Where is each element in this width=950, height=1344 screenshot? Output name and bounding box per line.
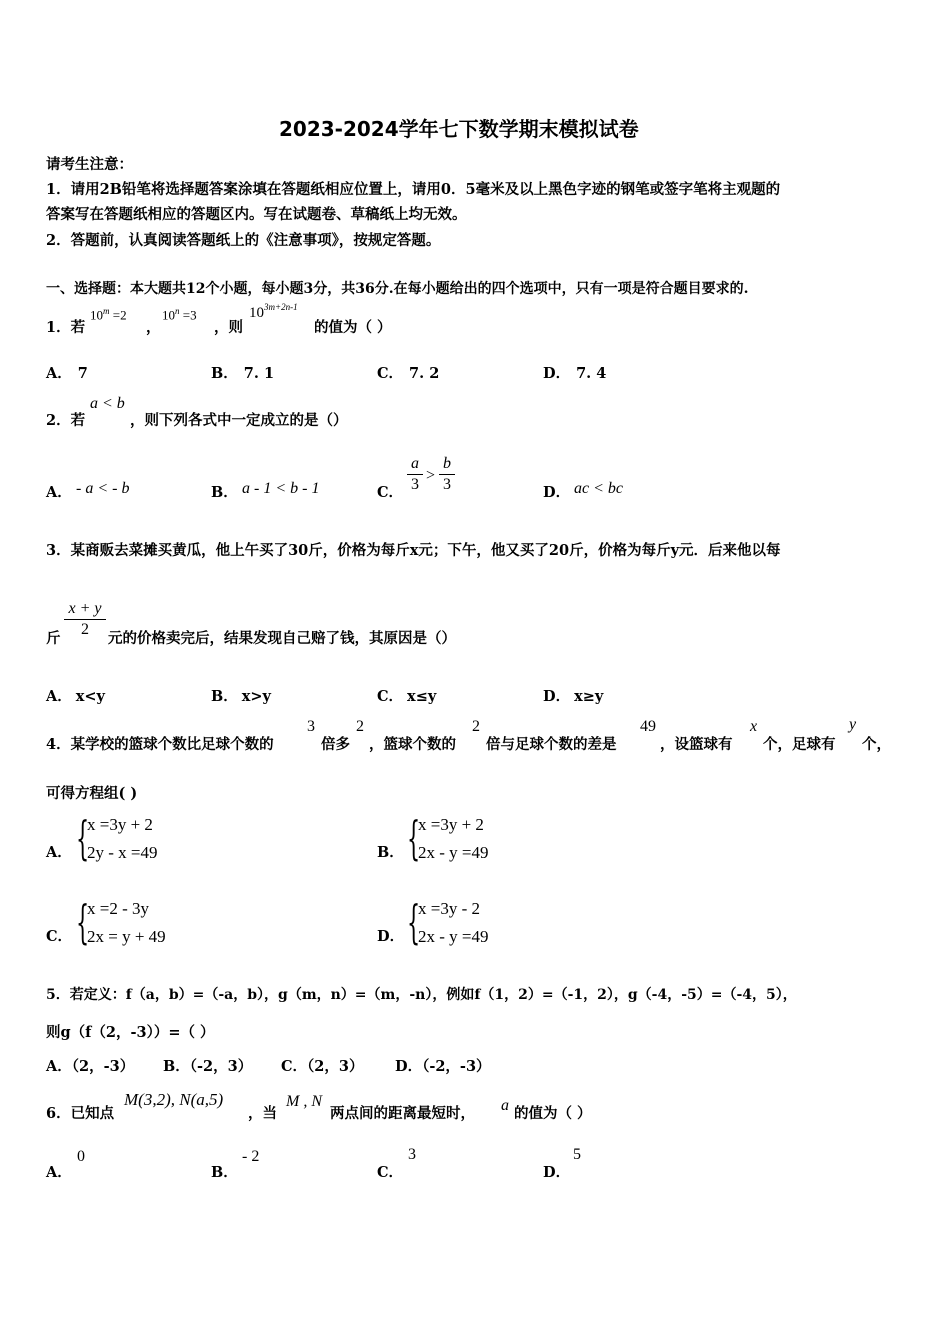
q4-num-2: 2 xyxy=(356,718,364,735)
q6-option-d-label: D． xyxy=(543,1164,571,1181)
q3-option-a: A． x<y xyxy=(46,688,105,705)
q4-num-1: 3 xyxy=(307,718,315,735)
q4-text-1: 4．某学校的篮球个数比足球个数的 xyxy=(46,736,274,753)
q2-option-c-fraction-2: b 3 xyxy=(439,455,455,494)
q3-pre: 斤 xyxy=(46,630,61,647)
q4-line-2: 可得方程组( ) xyxy=(46,785,138,802)
q3-option-c: C． x≤y xyxy=(377,688,437,705)
q4-text-3: ，篮球个数的 xyxy=(369,736,456,753)
q6-points: M(3,2), N(a,5) xyxy=(124,1090,224,1109)
q3-option-b: B． x>y xyxy=(211,688,271,705)
q1-option-d: D． 7. 4 xyxy=(543,365,607,382)
q2-option-a-label: A． xyxy=(46,484,72,501)
q4-text-6: 个，足球有 xyxy=(763,736,836,753)
q5-line-2: 则g（f（2，-3））=（ ） xyxy=(46,1024,215,1041)
q2-condition: a < b xyxy=(90,395,125,412)
q5-line-1: 5．若定义：f（a，b）=（-a，b），g（m，n）=（m，-n），例如f（1，2）=（-1，2），g（-4，-5）=（-4，5）， xyxy=(46,987,797,1003)
q4-option-a-eq-1: x =3y + 2 xyxy=(87,815,153,834)
q4-text-5: ，设篮球有 xyxy=(660,736,733,753)
q4-option-c-eq-1: x =2 - 3y xyxy=(87,899,149,918)
q1-eq2: $10^n =3$ xyxy=(162,306,197,323)
q6-option-c-label: C． xyxy=(377,1164,404,1181)
q3-option-d: D． x≥y xyxy=(543,688,604,705)
q2-option-b: a - 1 < b - 1 xyxy=(242,480,320,497)
q6-option-d-value: 5 xyxy=(573,1146,581,1163)
q6-var-a: a xyxy=(501,1097,509,1114)
q1-suffix: 的值为（ ） xyxy=(314,319,392,336)
notice-line-1: 1．请用2B铅笔将选择题答案涂填在答题纸相应位置上，请用0．5毫米及以上黑色字迹的钢笔或签字笔将主观题的 xyxy=(46,181,781,198)
q1-comma: ， xyxy=(146,319,161,336)
q4-text-2: 倍多 xyxy=(321,736,350,753)
q4-option-a-brace: { xyxy=(76,811,90,865)
q4-option-c-eq-2: 2x = y + 49 xyxy=(87,927,166,946)
q5-option-d: D．（-2，-3） xyxy=(395,1058,491,1075)
q4-text-4: 倍与足球个数的差是 xyxy=(486,736,617,753)
q2-option-d-label: D． xyxy=(543,484,571,501)
q6-text-2: ，当 xyxy=(248,1105,277,1122)
q4-option-b-eq-2: 2x - y =49 xyxy=(418,843,489,862)
notice-line-1b: 答案写在答题纸相应的答题区内。写在试题卷、草稿纸上均无效。 xyxy=(46,206,467,223)
q2-prefix: 2．若 xyxy=(46,412,86,429)
q6-option-a-label: A． xyxy=(46,1164,72,1181)
q4-var-x: x xyxy=(750,718,758,735)
q4-option-c-brace: { xyxy=(76,895,90,949)
q2-option-d: ac < bc xyxy=(574,480,623,497)
q4-option-b-eq-1: x =3y + 2 xyxy=(418,815,484,834)
q4-num-3: 2 xyxy=(472,718,480,735)
q1-option-c: C． 7. 2 xyxy=(377,365,440,382)
q4-option-c-label: C． xyxy=(46,928,73,945)
q1-option-a: A． 7 xyxy=(46,365,88,382)
q2-option-c-label: C． xyxy=(377,484,404,501)
section-heading: 一、选择题：本大题共12个小题，每小题3分，共36分.在每小题给出的四个选项中，只有一项是符合题目要求的. xyxy=(46,281,749,297)
notice-line-2: 2．答题前，认真阅读答题纸上的《注意事项》，按规定答题。 xyxy=(46,232,441,249)
q6-option-b-label: B． xyxy=(211,1164,238,1181)
notice-heading: 请考生注意： xyxy=(46,156,133,173)
q2-option-a: - a < - b xyxy=(76,480,130,497)
q6-mn: M , N xyxy=(286,1093,322,1110)
q5-option-b: B．（-2，3） xyxy=(163,1058,253,1075)
q4-var-y: y xyxy=(849,716,857,733)
q1-option-b: B． 7. 1 xyxy=(211,365,275,382)
q4-option-d-label: D． xyxy=(377,928,405,945)
q6-text-4: 的值为（ ） xyxy=(514,1105,592,1122)
q4-option-d-brace: { xyxy=(407,895,421,949)
q2-option-c-gt: > xyxy=(426,467,436,484)
q1-eq3: $10^{3m+2n-1}$ xyxy=(249,302,298,321)
page-title: 2023-2024学年七下数学期末模拟试卷 xyxy=(279,117,639,141)
q2-option-b-label: B． xyxy=(211,484,238,501)
q1-eq1: $10^m =2$ xyxy=(90,306,127,323)
q4-text-7: 个， xyxy=(862,736,891,753)
q2-suffix: ，则下列各式中一定成立的是（） xyxy=(130,412,348,429)
q6-option-b-value: - 2 xyxy=(242,1148,260,1165)
q4-option-d-eq-1: x =3y - 2 xyxy=(418,899,480,918)
q5-option-a: A．（2，-3） xyxy=(46,1058,135,1075)
q4-option-b-label: B． xyxy=(377,844,404,861)
q3-line-1: 3．某商贩去菜摊买黄瓜，他上午买了30斤，价格为每斤x元；下午，他又买了20斤，价格为每斤y元．后来他以每 xyxy=(46,542,781,559)
q6-prefix: 6．已知点 xyxy=(46,1105,115,1122)
q3-line-2: 元的价格卖完后，结果发现自己赔了钱，其原因是（） xyxy=(108,630,456,647)
q2-option-c-fraction-1: a 3 xyxy=(407,455,423,494)
q4-num-4: 49 xyxy=(640,718,656,735)
q4-option-a-label: A． xyxy=(46,844,72,861)
q6-option-c-value: 3 xyxy=(408,1146,416,1163)
q1-then: ，则 xyxy=(214,319,243,336)
q3-fraction: x + y 2 xyxy=(64,600,106,639)
q6-text-3: 两点间的距离最短时， xyxy=(330,1105,475,1122)
q4-option-d-eq-2: 2x - y =49 xyxy=(418,927,489,946)
q5-option-c: C．（2，3） xyxy=(281,1058,364,1075)
q6-option-a-value: 0 xyxy=(77,1148,85,1165)
q1-prefix: 1．若 xyxy=(46,319,86,336)
q4-option-b-brace: { xyxy=(407,811,421,865)
q4-option-a-eq-2: 2y - x =49 xyxy=(87,843,158,862)
